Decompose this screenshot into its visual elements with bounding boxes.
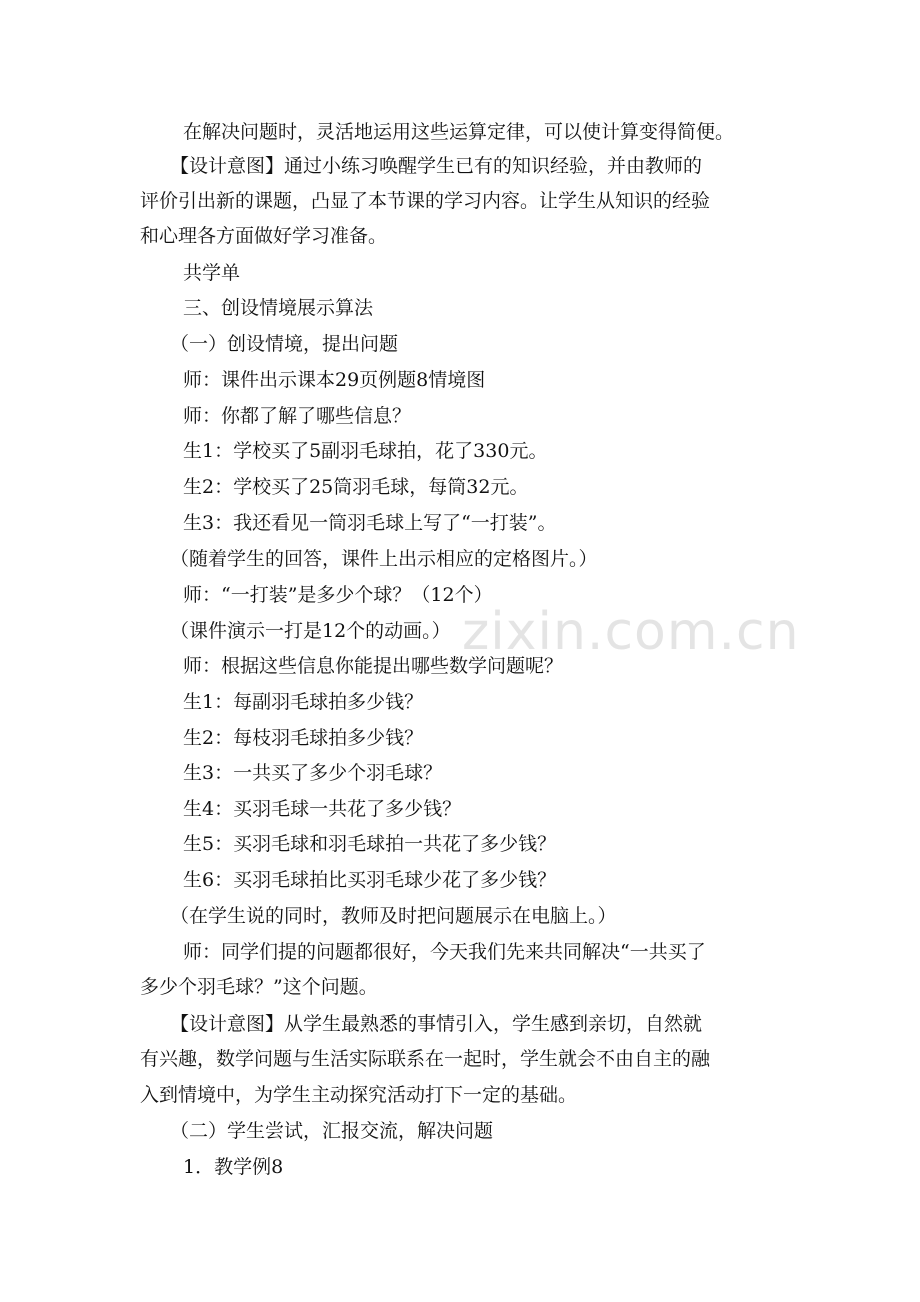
text-line: 多少个羽毛球？”这个问题。 <box>140 976 378 998</box>
text-line: （在学生说的同时，教师及时把问题展示在电脑上。） <box>170 905 617 927</box>
text-line: （一）创设情境，提出问题 <box>170 333 399 355</box>
text-line: （课件演示一打是12个的动画。） <box>170 620 451 642</box>
text-line: 三、创设情境展示算法 <box>183 297 374 319</box>
text-line: 生2：每枝羽毛球拍多少钱？ <box>183 727 424 749</box>
text-line: 生4：买羽毛球一共花了多少钱？ <box>183 798 462 820</box>
text-line: 1．教学例8 <box>183 1156 284 1178</box>
text-line: 生5：买羽毛球和羽毛球拍一共花了多少钱？ <box>183 833 557 855</box>
text-line: 师：你都了解了哪些信息？ <box>183 405 412 427</box>
text-line: 共学单 <box>183 262 241 284</box>
text-line: 生1：学校买了5副羽毛球拍，花了330元。 <box>183 440 548 462</box>
text-line: 师：根据这些信息你能提出哪些数学问题呢？ <box>183 655 564 677</box>
text-line: 生2：学校买了25筒羽毛球，每筒32元。 <box>183 476 529 498</box>
text-line: 【设计意图】通过小练习唤醒学生已有的知识经验，并由教师的 <box>170 155 703 177</box>
text-line: 师：课件出示课本29页例题8情境图 <box>183 369 486 391</box>
text-line: 入到情境中，为学生主动探究活动打下一定的基础。 <box>140 1084 578 1106</box>
text-line: 生6：买羽毛球拍比买羽毛球少花了多少钱？ <box>183 869 557 891</box>
watermark: zixin.com.cn <box>462 602 800 662</box>
text-line: 在解决问题时，灵活地运用这些运算定律，可以使计算变得简便。 <box>183 121 735 143</box>
text-line: 生1：每副羽毛球拍多少钱？ <box>183 691 424 713</box>
text-line: 师：“一打装”是多少个球？（12个） <box>183 584 493 606</box>
text-line: 有兴趣，数学问题与生活实际联系在一起时，学生就会不由自主的融 <box>140 1048 711 1070</box>
text-line: 生3：我还看见一筒羽毛球上写了“一打装”。 <box>183 512 557 534</box>
text-line: 【设计意图】从学生最熟悉的事情引入，学生感到亲切，自然就 <box>170 1013 703 1035</box>
text-line: （二）学生尝试，汇报交流，解决问题 <box>170 1120 494 1142</box>
text-line: 生3：一共买了多少个羽毛球？ <box>183 762 443 784</box>
text-line: 和心理各方面做好学习准备。 <box>140 225 388 247</box>
text-line: 师：同学们提的问题都很好，今天我们先来共同解决“一共买了 <box>183 941 706 963</box>
text-line: （随着学生的回答，课件上出示相应的定格图片。） <box>170 548 598 570</box>
text-line: 评价引出新的课题，凸显了本节课的学习内容。让学生从知识的经验 <box>140 190 711 212</box>
